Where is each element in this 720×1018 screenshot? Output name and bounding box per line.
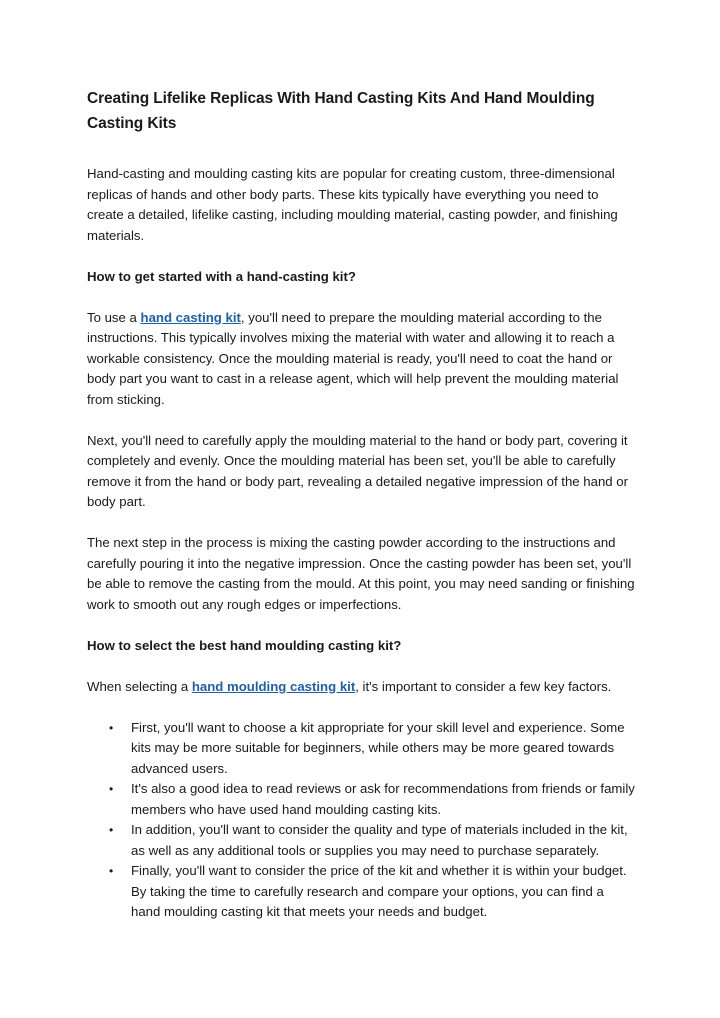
list-item (87, 718, 635, 780)
list-item-text: In addition, you'll want to consider the quality and type of materials included in the kit, as well as any additional tools or supplies you may need to purchase separately. (131, 822, 628, 858)
spacer (87, 513, 635, 534)
spacer (87, 410, 635, 431)
spacer (87, 697, 635, 718)
spacer (87, 615, 635, 636)
select-kit-paragraph (87, 677, 635, 698)
spacer (87, 287, 635, 308)
section-heading-select-kit: How to select the best hand moulding casting kit? (87, 637, 402, 653)
key-factors-list (87, 718, 635, 923)
list-item (87, 861, 635, 923)
paragraph-text: , you'll need to prepare the moulding material according to the instructions. This typically involves mixing the material with water and allowing it to reach a workable consistency. Once the moulding material is ready, you'll need to coat the hand or body part you want to cast in a release agent, which will help prevent the moulding material from sticking. (87, 309, 619, 407)
hand-casting-kit-link[interactable]: hand casting kit (140, 309, 241, 325)
getting-started-paragraph-1 (87, 308, 635, 411)
getting-started-paragraph-2: Next, you'll need to carefully apply the moulding material to the hand or body part, covering it completely and evenly. Once the moulding material has been set, you'll be able to carefully remove it from the hand or body part, revealing a detailed negative impression of the hand or body part. (87, 432, 629, 509)
document-title: Creating Lifelike Replicas With Hand Casting Kits And Hand Moulding Casting Kits (87, 90, 595, 132)
document-page (87, 86, 635, 923)
bullet-icon: • (109, 782, 114, 796)
paragraph-text: To use a (87, 309, 141, 325)
paragraph-text: , it's important to consider a few key factors. (355, 678, 612, 694)
paragraph-text: When selecting a (87, 678, 192, 694)
list-item-text: Finally, you'll want to consider the price of the kit and whether it is within your budget. By taking the time to carefully research and compare your options, you can find a hand moulding casting kit that meets your needs and budget. (131, 863, 627, 919)
bullet-icon: • (109, 823, 114, 837)
bullet-icon: • (109, 864, 114, 878)
list-item-text: First, you'll want to choose a kit appropriate for your skill level and experience. Some kits may be more suitable for beginners, while others may be more geared towards advanced users. (131, 719, 625, 776)
spacer (87, 656, 635, 677)
hand-moulding-casting-kit-link[interactable]: hand moulding casting kit (191, 678, 356, 694)
list-item (87, 779, 635, 820)
spacer (87, 246, 635, 267)
list-item-text: It's also a good idea to read reviews or ask for recommendations from friends or family members who have used hand moulding casting kits. (131, 781, 635, 817)
getting-started-paragraph-3: The next step in the process is mixing the casting powder according to the instructions and carefully pouring it into the negative impression. Once the casting powder has been set, you'll be able to remove the casting from the mould. At this point, you may need sanding or finishing work to smooth out any rough edges or imperfections. (87, 535, 635, 612)
list-item (87, 820, 635, 861)
section-heading-getting-started: How to get started with a hand-casting kit? (87, 268, 356, 284)
bullet-icon: • (109, 720, 114, 735)
intro-paragraph: Hand-casting and moulding casting kits are popular for creating custom, three-dimensional replicas of hands and other body parts. These kits typically have everything you need to create a detailed, lifelike casting, including moulding material, casting powder, and finishing materials. (87, 166, 618, 243)
